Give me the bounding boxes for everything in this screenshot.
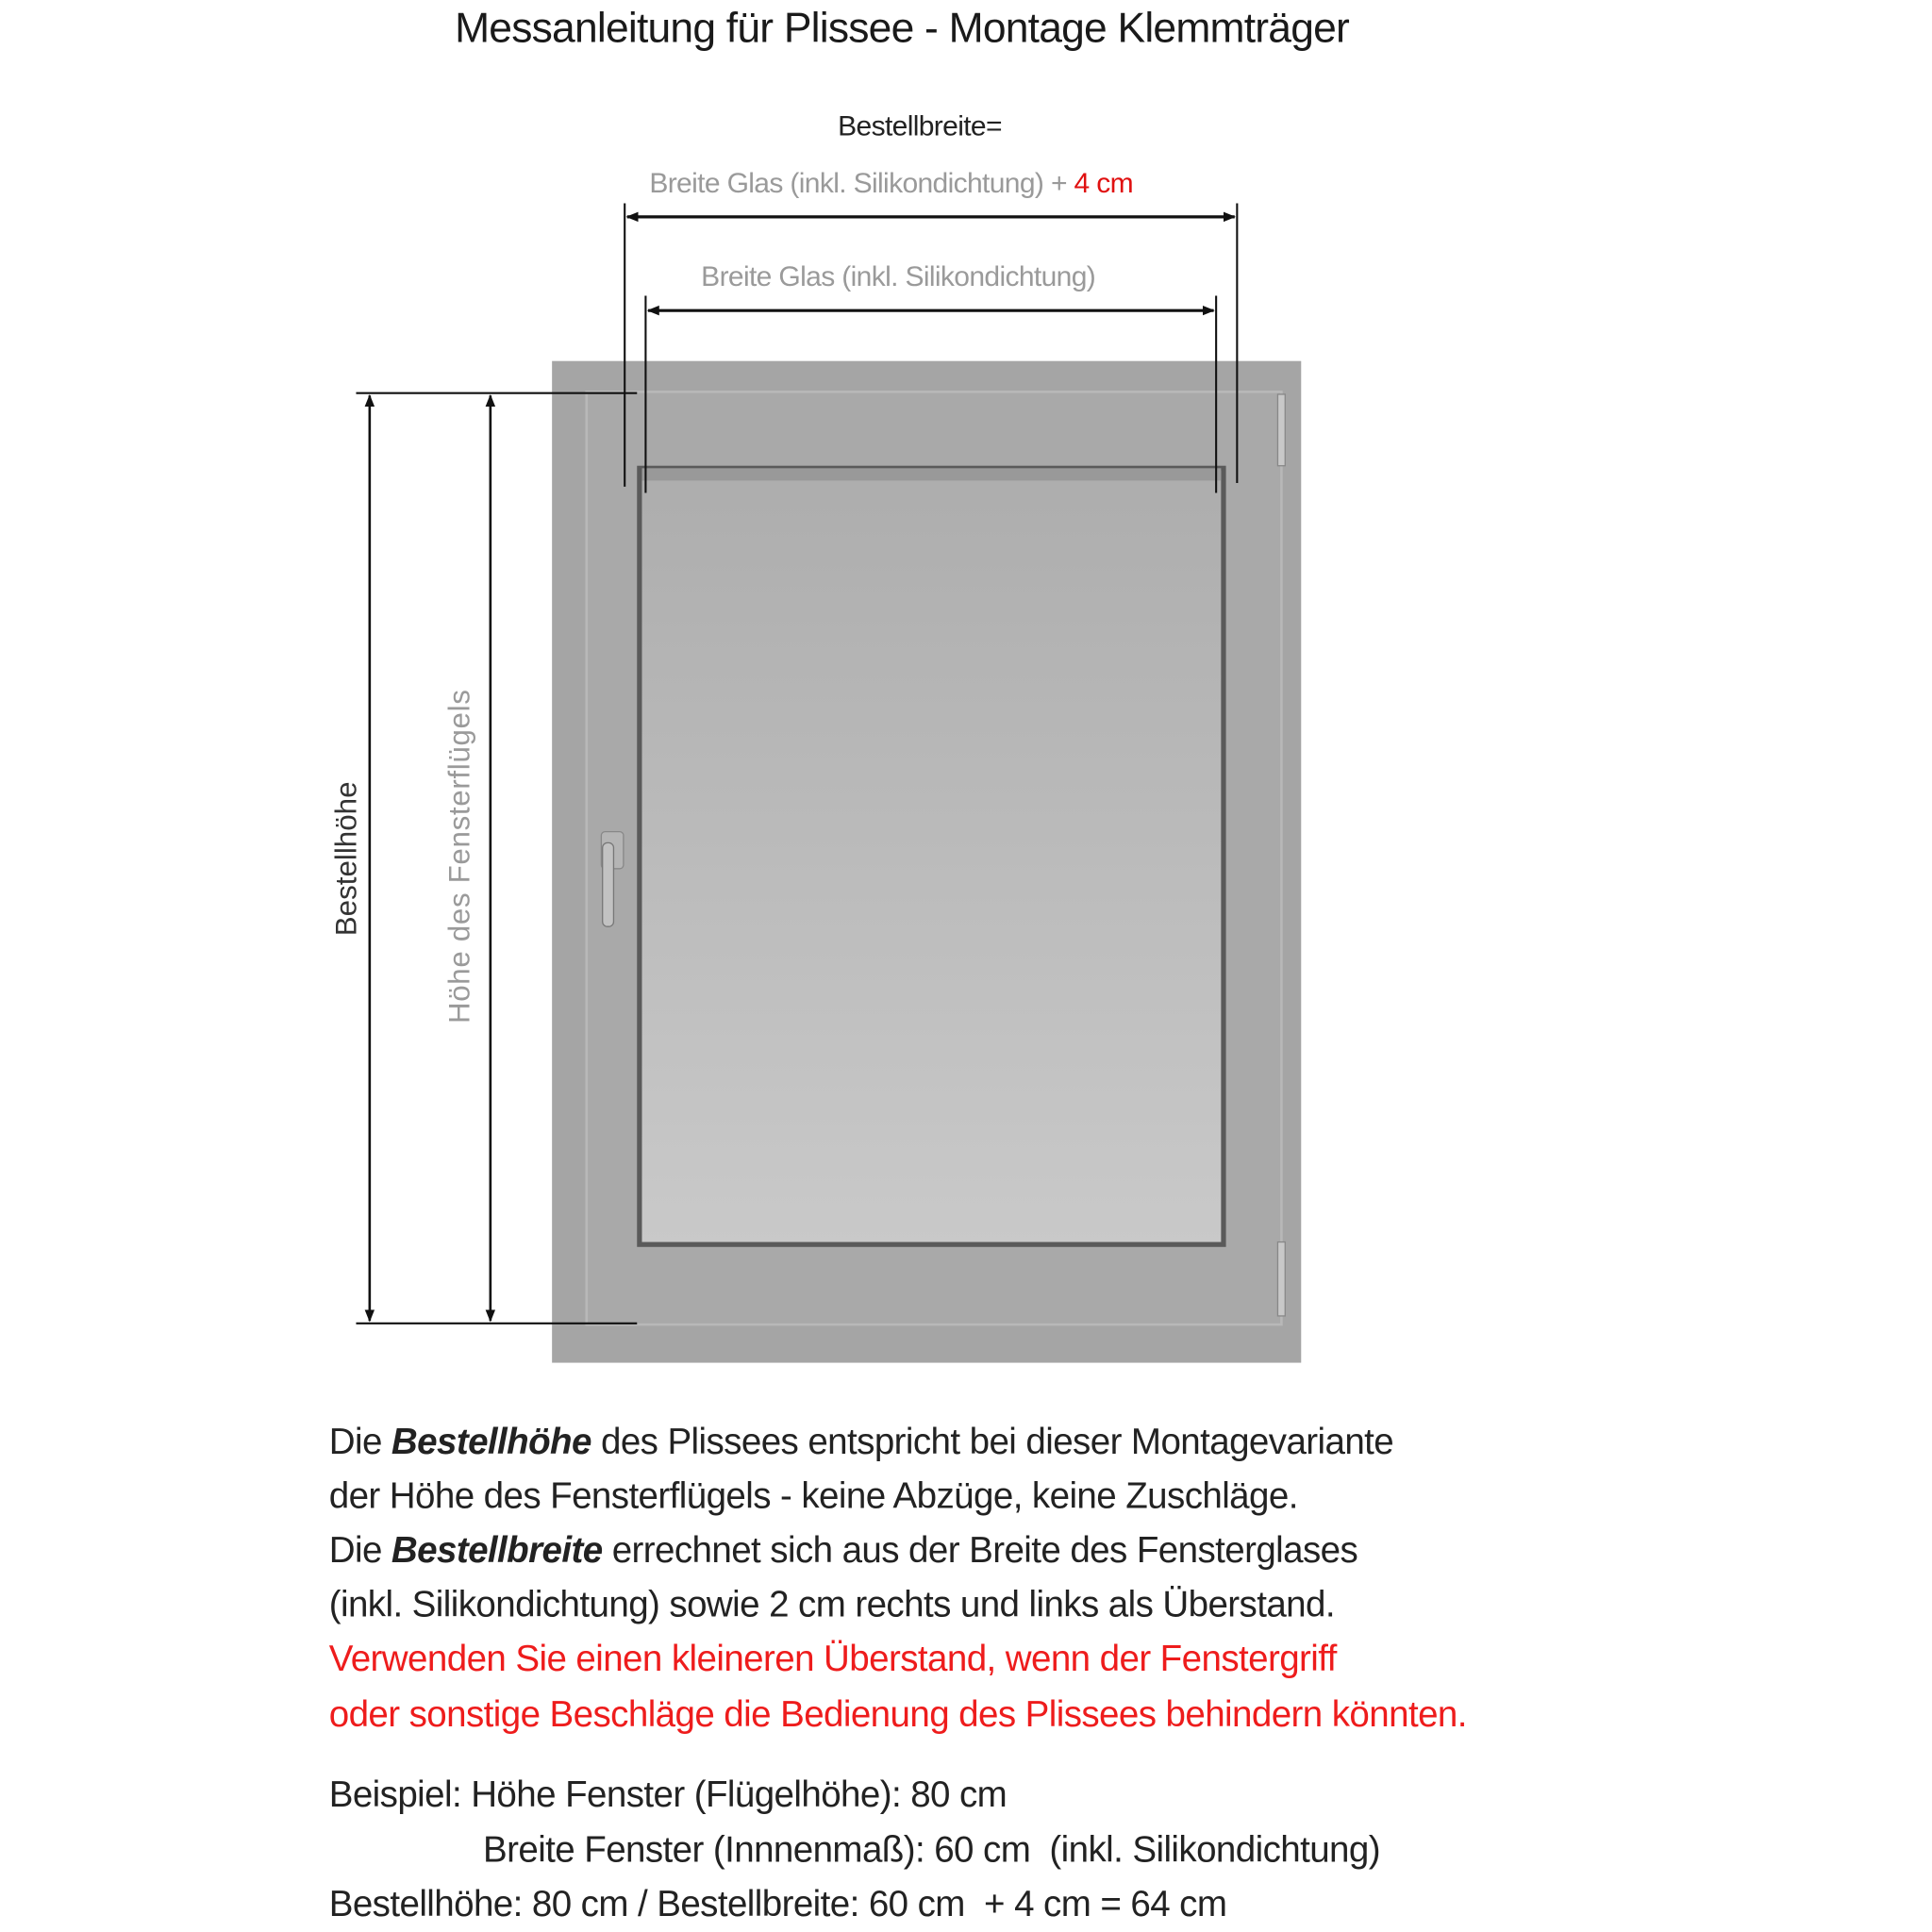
bold-term-order-width: Bestellbreite (391, 1530, 603, 1572)
order-width-label: Bestellbreite= (838, 109, 1002, 142)
hinge-bottom-icon (1277, 1242, 1285, 1316)
example-line-2: Breite Fenster (Innnenmaß): 60 cm (inkl. Silikondichtung) (482, 1829, 1380, 1871)
page-title: Messanleitung für Plissee - Montage Klemmträger (455, 5, 1350, 52)
text-line-2: der Höhe des Fensterflügels - keine Abzüge, keine Zuschläge. (328, 1475, 1298, 1517)
text-line-4: (inkl. Silikondichtung) sowie 2 cm rechts und links als Überstand. (328, 1584, 1335, 1625)
example-line-3: Bestellhöhe: 80 cm / Bestellbreite: 60 cm + 4 cm = 64 cm (328, 1884, 1227, 1925)
glass-width-label: Breite Glas (inkl. Silikondichtung) (701, 259, 1096, 292)
text-line-3 (329, 1524, 1357, 1578)
warning-line-1: Verwenden Sie einen kleineren Überstand, wenn der Fenstergriff (328, 1639, 1337, 1680)
example-line-1: Beispiel: Höhe Fenster (Flügelhöhe): 80 cm (328, 1774, 1008, 1815)
window-glass (640, 468, 1224, 1244)
bold-term-order-height: Bestellhöhe (391, 1422, 591, 1463)
text-segment: Die (328, 1422, 391, 1463)
text-segment: Die (328, 1530, 391, 1572)
text-segment: errechnet sich aus der Breite des Fensterglases (602, 1530, 1358, 1572)
sash-height-label: Höhe des Fensterflügels (442, 689, 476, 1024)
text-line-1 (329, 1416, 1393, 1470)
order-width-addition: 4 cm (1074, 166, 1134, 199)
text-segment: des Plissees entspricht bei dieser Montagevariante (591, 1422, 1394, 1463)
plissee-top-rail (641, 468, 1221, 480)
order-height-label: Bestellhöhe (329, 781, 363, 937)
order-width-formula-text: Breite Glas (inkl. Silikondichtung) + (649, 166, 1067, 199)
warning-line-2: oder sonstige Beschläge die Bedienung des Plissees behindern könnten. (328, 1693, 1467, 1736)
order-width-formula (649, 166, 1133, 199)
hinge-top-icon (1277, 394, 1285, 466)
